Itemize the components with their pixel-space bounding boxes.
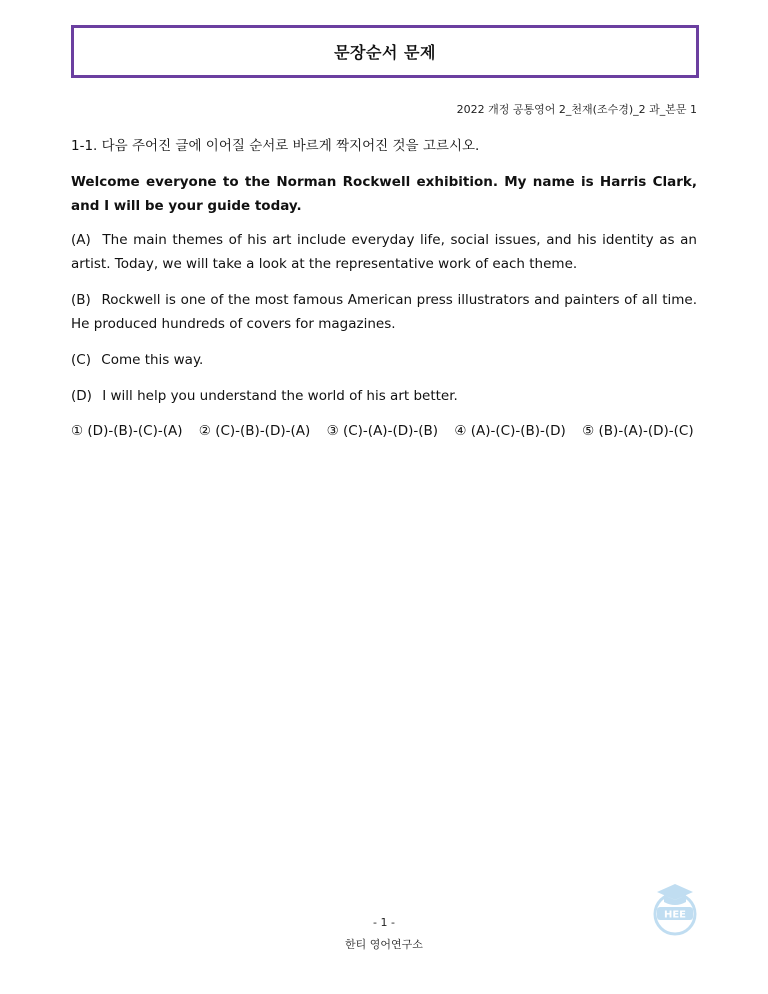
page-title: 문장순서 문제 [334, 43, 436, 62]
choice-text: (D)-(B)-(C)-(A) [87, 423, 183, 439]
choice-number: ④ [454, 423, 467, 439]
paragraph-d [71, 384, 697, 408]
question-block [71, 136, 697, 442]
choice-text: (C)-(B)-(D)-(A) [215, 423, 311, 439]
choice-text: (A)-(C)-(B)-(D) [470, 423, 566, 439]
answer-choices [71, 420, 697, 442]
paragraph-text: Come this way. [101, 352, 204, 368]
paragraph-text: Rockwell is one of the most famous American press illustrators and painters of all time. He produced hundreds of covers for magazines. [71, 292, 697, 332]
paragraph-label: (C) [71, 352, 91, 368]
question-text: 다음 주어진 글에 이어질 순서로 바르게 짝지어진 것을 고르시오. [101, 138, 480, 154]
choice-2[interactable] [199, 423, 310, 439]
paragraph-label: (B) [71, 292, 91, 308]
choice-number: ③ [326, 423, 339, 439]
logo-text: HEE [663, 909, 687, 921]
choice-text: (C)-(A)-(D)-(B) [342, 423, 439, 439]
choice-3[interactable] [327, 423, 438, 439]
footer-organization: 한티 영어연구소 [345, 938, 423, 951]
choice-number: ⑤ [582, 423, 595, 439]
choice-5[interactable] [582, 423, 693, 439]
graduation-cap-logo-icon [648, 880, 702, 938]
question-prompt [71, 136, 697, 156]
paragraph-c [71, 348, 697, 372]
choice-4[interactable] [454, 423, 565, 439]
title-box [71, 25, 699, 78]
paragraph-label: (A) [71, 232, 91, 248]
paragraph-text: The main themes of his art include everyday life, social issues, and his identity as an artist. Today, we will take a look at the representative work of each theme. [71, 232, 697, 272]
paragraph-text: I will help you understand the world of his art better. [102, 388, 458, 404]
paragraph-a [71, 228, 697, 276]
question-number: 1-1. [71, 138, 98, 154]
source-line: 2022 개정 공통영어 2_천재(조수경)_2 과_본문 1 [456, 103, 697, 116]
choice-1[interactable] [71, 423, 182, 439]
page-number: - 1 - [373, 916, 395, 929]
choice-text: (B)-(A)-(D)-(C) [598, 423, 694, 439]
given-passage: Welcome everyone to the Norman Rockwell exhibition. My name is Harris Clark, and I will be your guide today. [71, 174, 697, 214]
paragraph-label: (D) [71, 388, 92, 404]
choice-number: ① [71, 423, 84, 439]
paragraph-b [71, 288, 697, 336]
choice-number: ② [198, 423, 211, 439]
